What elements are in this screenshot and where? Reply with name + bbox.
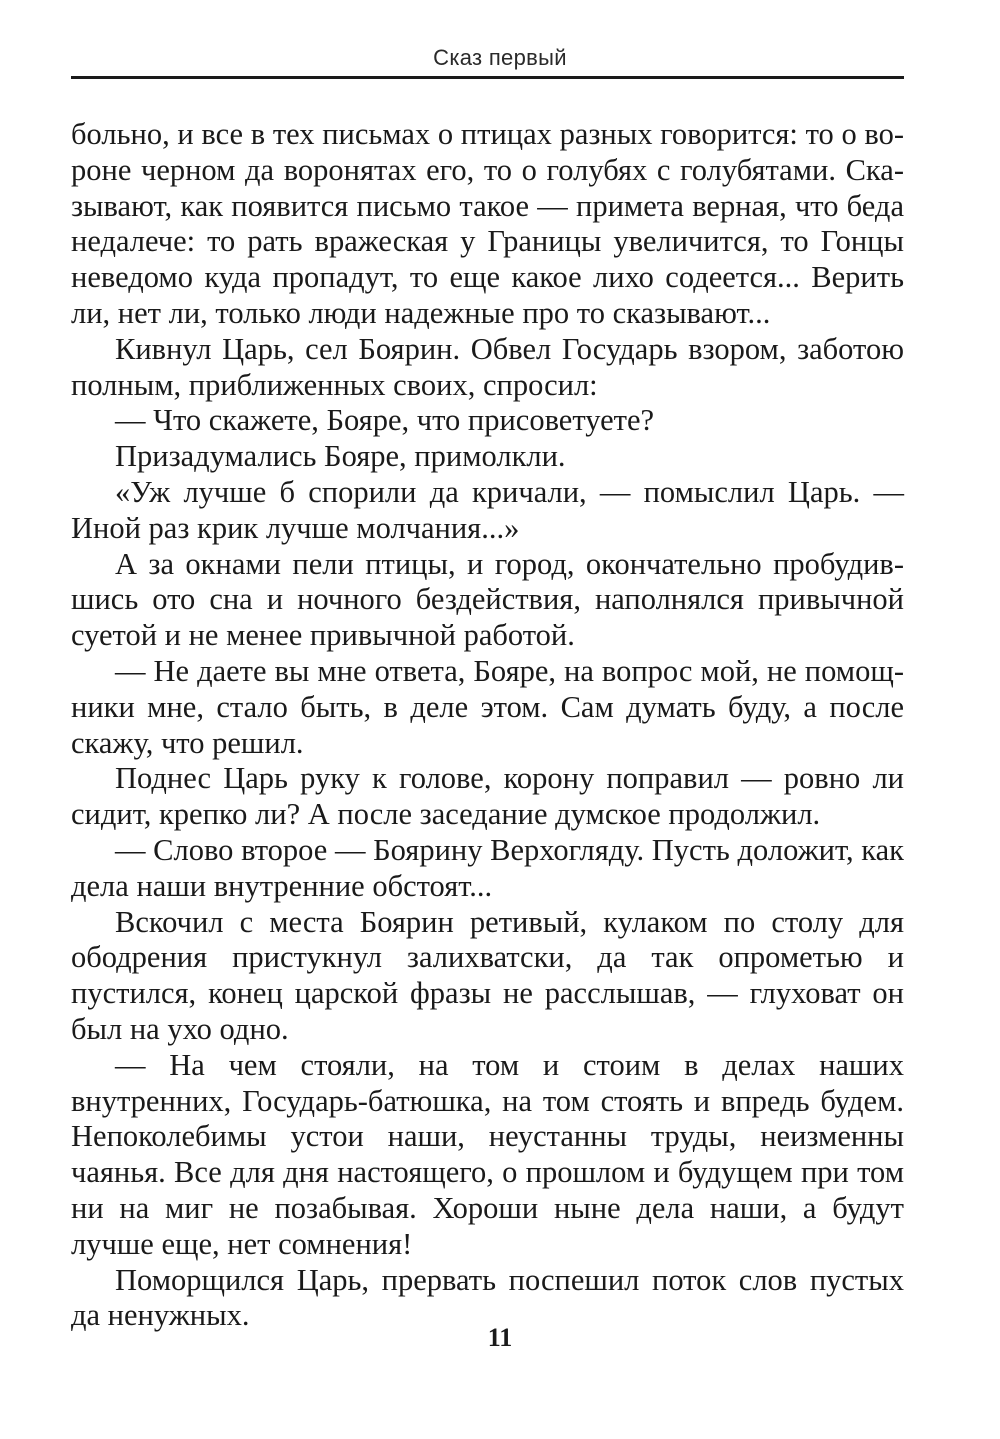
paragraph: А за окнами пели птицы, и город, окончательно пробудившись ото сна и ночного бездействия, наполнялся привычной суетой и не менее привычной работой. xyxy=(71,546,904,653)
paragraph: Кивнул Царь, сел Боярин. Обвел Государь взором, заботою полным, приближенных своих, спросил: xyxy=(71,331,904,402)
header-rule xyxy=(71,76,904,79)
paragraph-dialogue: — Не даете вы мне ответа, Бояре, на вопрос мой, не помощники мне, стало быть, в деле этом. Сам думать буду, а после скажу, что решил. xyxy=(71,653,904,760)
paragraph: Поднес Царь руку к голове, корону поправил — ровно ли сидит, крепко ли? А после заседание думское продолжил. xyxy=(71,761,904,832)
paragraph-dialogue: — Что скажете, Бояре, что присоветуете? xyxy=(115,403,655,438)
paragraph: Призадумались Бояре, примолкли. xyxy=(115,439,566,474)
running-head: Сказ первый xyxy=(433,45,567,70)
paragraph: Поморщился Царь, прервать поспешил поток слов пустых да ненужных. xyxy=(71,1262,904,1333)
paragraph: Вскочил с места Боярин ретивый, кулаком по столу для ободрения пристукнул залихватски, да так опрометью и пустился, конец царской фразы не расслышав, — глуховат он был на ухо одно. xyxy=(71,904,904,1046)
paragraph-dialogue: — Слово второе — Боярину Верхогляду. Пусть доложит, как дела наши внутренние обстоят... xyxy=(71,832,904,903)
paragraph-dialogue: — На чем стояли, на том и стоим в делах наших внутренних, Государь-батюшка, на том стоять и впредь будем. Непоколебимы устои наши, неустанны труды, неизменны чаянья. Все для дня настоящего, о прошлом и будущем при том ни на миг не позабывая. Хороши ныне дела наши, а будут лучше еще, нет сомнения! xyxy=(71,1047,904,1261)
paragraph-thought: «Уж лучше б спорили да кричали, — помыслил Царь. — Иной раз крик лучше молчания...» xyxy=(71,474,904,545)
paragraph-continued: больно, и все в тех письмах о птицах разных говорится: то о вороне черном да воронятах его, то о голубях с голубятами. Сказывают, как появится письмо такое — примета верная, что беда недалече: то рать вражеская у Границы увеличится, то Гонцы неведомо куда пропадут, то еще какое лихо содеется... Верить ли, нет ли, только люди надежные про то сказывают... xyxy=(71,117,904,330)
page-number: 11 xyxy=(487,1323,513,1352)
body-text xyxy=(71,117,904,1334)
